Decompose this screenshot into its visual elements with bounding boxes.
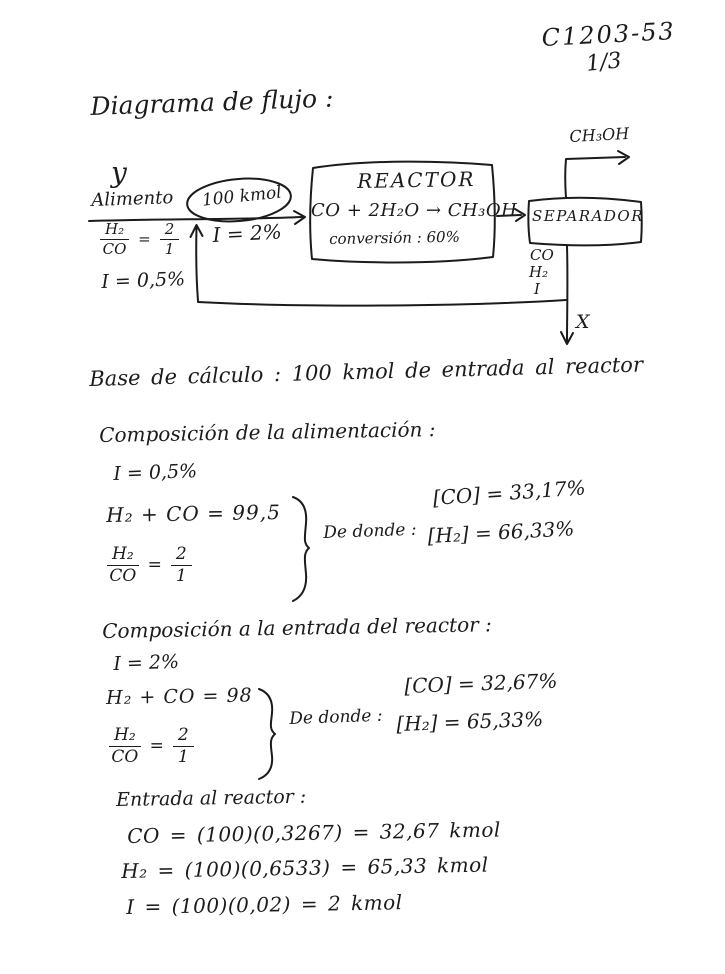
feed-composition-ratio-denominator: CO — [109, 565, 137, 586]
reactor-reaction: CO + 2H₂O → CH₃OH — [311, 200, 518, 221]
feed-composition-heading: Composición de la alimentación : — [99, 417, 436, 447]
reactor-conversion: conversión : 60% — [329, 227, 461, 248]
recycle-component-inert: I — [534, 280, 540, 298]
mixed-inert-label: I = 2% — [212, 219, 283, 247]
reactor-composition-ratio-value-num: 2 — [173, 726, 194, 747]
feed-label: Alimento — [91, 187, 174, 211]
feed-composition-inert: I = 0,5% — [113, 460, 198, 485]
feed-ratio-value-denominator: 1 — [164, 239, 175, 258]
product-label: CH₃OH — [569, 123, 630, 146]
reactor-inlet-line-inert: I = (100)(0,02) = 2 kmol — [126, 890, 403, 919]
page-title: Diagrama de flujo : — [90, 83, 334, 121]
feed-composition-ratio-numerator: H₂ — [107, 545, 139, 566]
reactor-composition-ratio-fraction — [109, 726, 141, 766]
reactor-composition-result-co: [CO] = 32,67% — [404, 668, 558, 698]
basis-oval-label: 100 kmol — [201, 182, 283, 211]
reactor-inlet-heading: Entrada al reactor : — [116, 785, 307, 811]
purge-label: X — [576, 311, 590, 333]
doc-code: C1203-53 — [541, 16, 677, 52]
feed-composition-ratio-value-den: 1 — [175, 565, 187, 586]
reactor-inlet-line-h2: H₂ = (100)(0,6533) = 65,33 kmol — [121, 852, 489, 883]
reactor-inlet-line-co: CO = (100)(0,3267) = 32,67 kmol — [127, 817, 502, 848]
brace-reactor-composition — [259, 689, 275, 779]
recycle-component-co: CO — [530, 246, 554, 264]
reactor-composition-ratio-value-den: 1 — [177, 746, 189, 767]
feed-ratio-denominator: CO — [102, 239, 127, 258]
feed-ratio-equals: = — [138, 230, 151, 248]
feed-ratio-value-numerator: 2 — [160, 221, 180, 240]
purge-arrowhead-icon — [561, 332, 573, 344]
recycle-riser-arrowhead-icon — [191, 225, 203, 237]
product-stream-line — [565, 157, 625, 198]
reactor-composition-ratio — [109, 726, 194, 766]
feed-composition-ratio-equals: = — [147, 555, 162, 576]
feed-composition-ratio-fraction — [107, 545, 139, 585]
feed-composition-ratio-value-num: 2 — [171, 545, 192, 566]
feed-variable-label: y — [111, 156, 127, 189]
reactor-composition-ratio-equals: = — [149, 736, 164, 757]
feed-composition-ratio — [107, 545, 192, 585]
page-number: 1/3 — [585, 48, 623, 77]
feed-ratio-value — [160, 221, 180, 257]
reactor-composition-connector: De donde : — [289, 705, 383, 729]
feed-composition-result-co: [CO] = 33,17% — [432, 475, 587, 510]
feed-composition-connector: De donde : — [323, 519, 417, 543]
reactor-composition-ratio-numerator: H₂ — [109, 726, 141, 747]
feed-composition-sum: H₂ + CO = 99,5 — [106, 499, 282, 527]
reactor-composition-ratio-value — [173, 726, 194, 766]
feed-inert-label: I = 0,5% — [101, 268, 186, 293]
reactor-title: REACTOR — [357, 166, 476, 193]
feed-ratio-numerator: H₂ — [100, 221, 129, 240]
recycle-riser-line — [196, 227, 198, 301]
separator-title: SEPARADOR — [532, 207, 645, 225]
feed-composition-ratio-value — [171, 545, 192, 585]
reactor-composition-result-h2: [H₂] = 65,33% — [396, 706, 544, 736]
recycle-component-h2: H₂ — [529, 263, 549, 281]
product-arrowhead-icon — [618, 151, 629, 164]
feed-arrowhead-icon — [294, 211, 305, 224]
brace-feed-composition — [293, 497, 309, 601]
recycle-return-line — [198, 300, 566, 306]
reactor-composition-ratio-denominator: CO — [111, 746, 139, 767]
feed-ratio-fraction — [100, 221, 129, 257]
reactor-composition-inert: I = 2% — [113, 650, 180, 675]
feed-composition-result-h2: [H₂] = 66,33% — [427, 516, 575, 548]
reactor-composition-sum: H₂ + CO = 98 — [106, 684, 253, 709]
reactor-composition-heading: Composición a la entrada del reactor : — [102, 612, 492, 643]
feed-ratio — [100, 221, 179, 257]
basis-line: Base de cálculo : 100 kmol de entrada al reactor — [89, 352, 644, 391]
